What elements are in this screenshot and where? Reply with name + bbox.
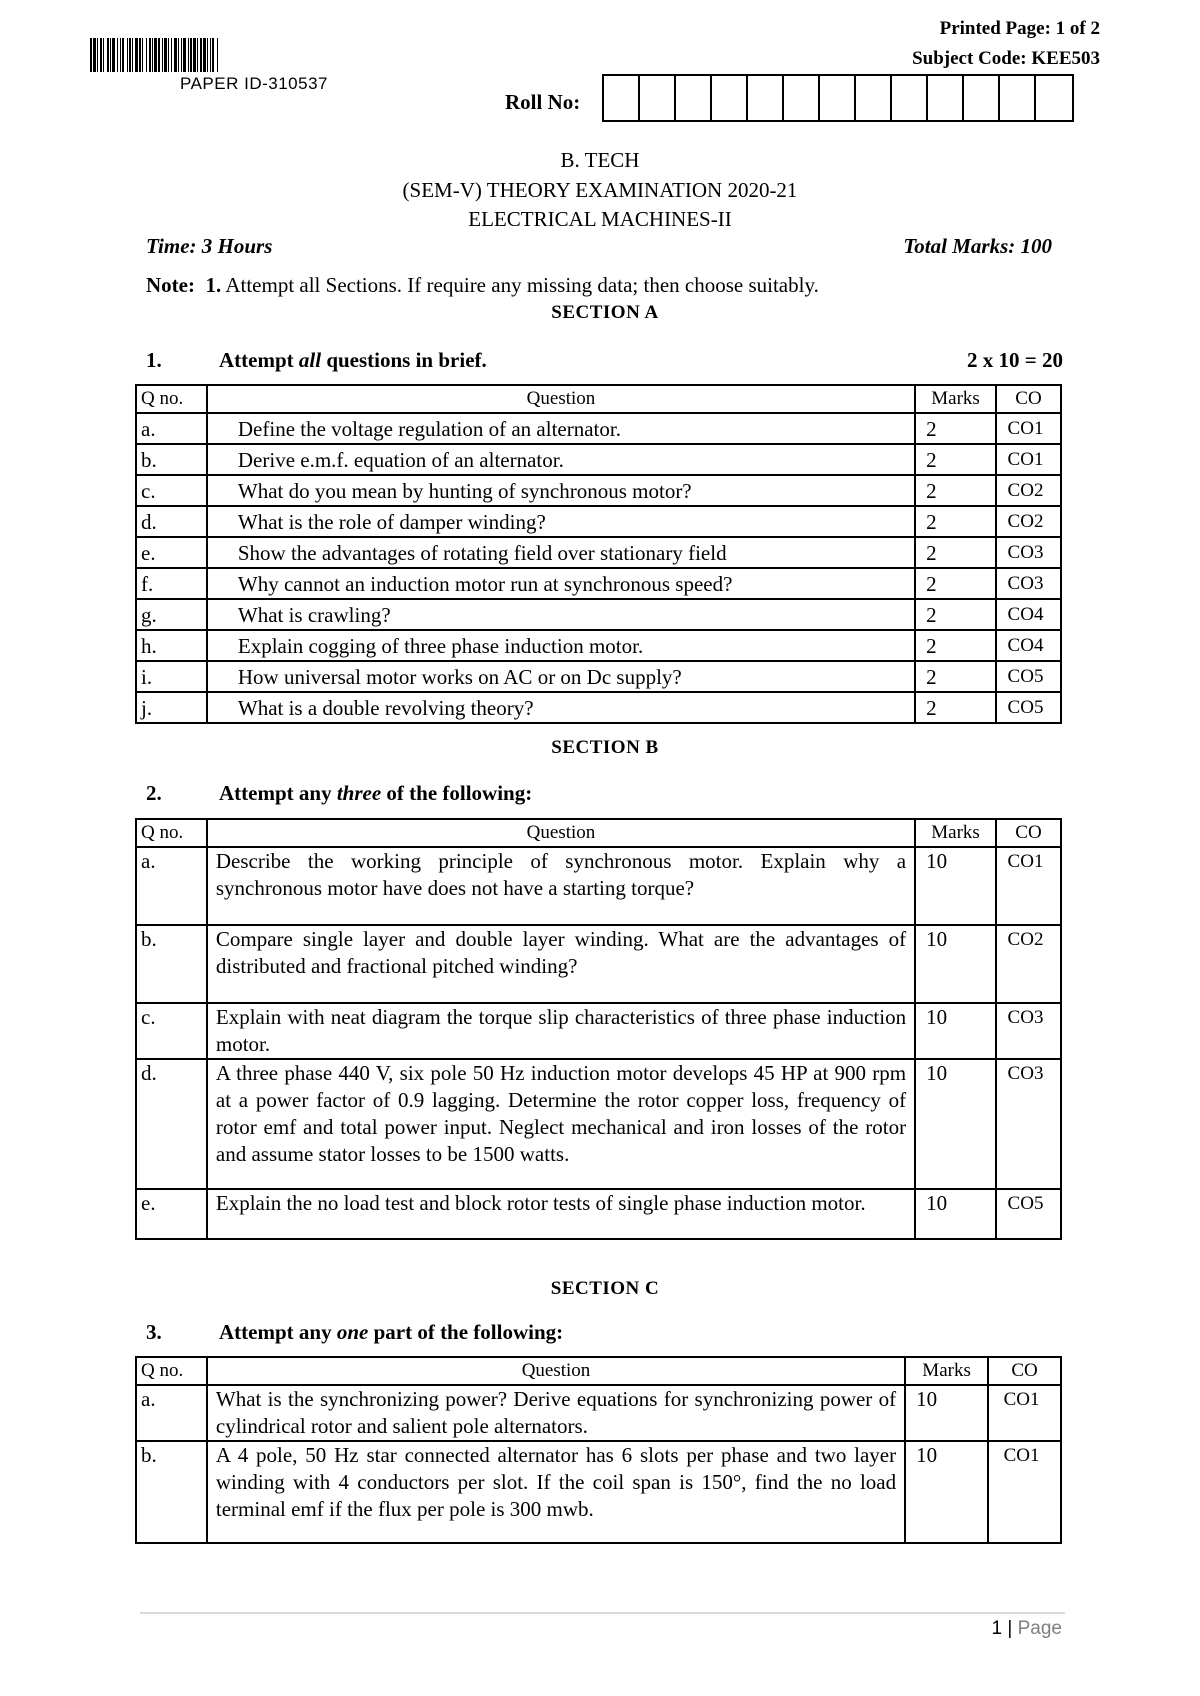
question-3-instruction: Attempt any one part of the following: — [219, 1320, 564, 1344]
a-row — [136, 630, 1061, 661]
question-marks: 2 — [915, 413, 996, 444]
question-number: e. — [136, 1189, 207, 1239]
a-row — [136, 692, 1061, 723]
question-co: CO1 — [996, 444, 1061, 475]
note-text: Attempt all Sections. If require any missing data; then choose suitably. — [225, 273, 819, 297]
question-co: CO1 — [996, 847, 1061, 925]
question-text: Explain the no load test and block rotor tests of single phase induction motor. — [207, 1189, 915, 1239]
c-row — [136, 1441, 1061, 1543]
question-co: CO2 — [996, 925, 1061, 1003]
question-1-instruction: Attempt all questions in brief. — [219, 348, 487, 372]
a-row — [136, 475, 1061, 506]
question-co: CO3 — [996, 1059, 1061, 1189]
question-co: CO2 — [996, 506, 1061, 537]
b-row — [136, 925, 1061, 1003]
page-separator: | — [1007, 1618, 1013, 1639]
question-text: Explain with neat diagram the torque slip characteristics of three phase induction motor. — [207, 1003, 915, 1059]
question-number: a. — [136, 413, 207, 444]
col-qno: Q no. — [136, 1357, 207, 1385]
question-number: d. — [136, 506, 207, 537]
question-text: What is the role of damper winding? — [207, 506, 915, 537]
exam-title: (SEM-V) THEORY EXAMINATION 2020-21 — [402, 178, 798, 202]
question-text: What is a double revolving theory? — [207, 692, 915, 723]
question-number: f. — [136, 568, 207, 599]
c-row — [136, 1385, 1061, 1441]
question-marks: 10 — [915, 1189, 996, 1239]
question-number: g. — [136, 599, 207, 630]
question-co: CO3 — [996, 1003, 1061, 1059]
question-marks: 10 — [915, 847, 996, 925]
a-row — [136, 506, 1061, 537]
note-label: Note: — [146, 273, 195, 297]
question-marks: 2 — [915, 568, 996, 599]
col-co: CO — [996, 385, 1061, 413]
question-number: b. — [136, 1441, 207, 1543]
total-marks: Total Marks: 100 — [903, 234, 1052, 258]
question-co: CO3 — [996, 537, 1061, 568]
section-b-table — [135, 818, 1062, 1240]
footer-divider — [140, 1612, 1065, 1614]
question-2-number: 2. — [146, 781, 162, 805]
question-co: CO5 — [996, 661, 1061, 692]
question-number: a. — [136, 847, 207, 925]
question-number: e. — [136, 537, 207, 568]
a-row — [136, 599, 1061, 630]
subject-title: ELECTRICAL MACHINES-II — [468, 207, 732, 231]
section-a-table — [135, 384, 1062, 724]
question-2-instruction: Attempt any three of the following: — [219, 781, 533, 805]
col-co: CO — [988, 1357, 1061, 1385]
col-marks: Marks — [915, 819, 996, 847]
section-b-title: SECTION B — [551, 737, 659, 758]
col-qno: Q no. — [136, 385, 207, 413]
question-text: Explain cogging of three phase induction motor. — [207, 630, 915, 661]
a-row — [136, 661, 1061, 692]
roll-no-boxes — [602, 74, 1074, 122]
page-footer — [992, 1618, 1062, 1640]
question-text: A 4 pole, 50 Hz star connected alternator has 6 slots per phase and two layer winding with 4 conductors per slot. If the coil span is 150°, find the no load terminal emf if the flux per pole is 300 mwb. — [207, 1441, 905, 1543]
question-co: CO5 — [996, 1189, 1061, 1239]
question-co: CO1 — [996, 413, 1061, 444]
note-number: 1. — [205, 273, 222, 297]
page-label: Page — [1017, 1618, 1062, 1639]
question-co: CO1 — [988, 1441, 1061, 1543]
section-c-title: SECTION C — [550, 1278, 660, 1299]
question-marks: 10 — [905, 1441, 988, 1543]
col-marks: Marks — [915, 385, 996, 413]
col-co: CO — [996, 819, 1061, 847]
question-marks: 2 — [915, 692, 996, 723]
barcode — [90, 38, 446, 72]
question-text: How universal motor works on AC or on Dc supply? — [207, 661, 915, 692]
b-row — [136, 1189, 1061, 1239]
note — [146, 273, 819, 298]
section-c-table — [135, 1356, 1062, 1544]
col-question: Question — [207, 819, 915, 847]
question-text: Compare single layer and double layer winding. What are the advantages of distributed and fractional pitched winding? — [207, 925, 915, 1003]
question-marks: 10 — [915, 1059, 996, 1189]
a-row — [136, 413, 1061, 444]
time-allowed: Time: 3 Hours — [146, 234, 273, 258]
question-1-number: 1. — [146, 348, 162, 372]
col-question: Question — [207, 385, 915, 413]
question-text: What is the synchronizing power? Derive equations for synchronizing power of cylindrical rotor and salient pole alternators. — [207, 1385, 905, 1441]
question-number: c. — [136, 475, 207, 506]
question-marks: 10 — [915, 925, 996, 1003]
question-1-marks: 2 x 10 = 20 — [967, 348, 1063, 372]
question-co: CO1 — [988, 1385, 1061, 1441]
question-co: CO3 — [996, 568, 1061, 599]
question-number: d. — [136, 1059, 207, 1189]
a-row — [136, 444, 1061, 475]
question-co: CO4 — [996, 630, 1061, 661]
question-co: CO4 — [996, 599, 1061, 630]
question-text: A three phase 440 V, six pole 50 Hz induction motor develops 45 HP at 900 rpm at a power factor of 0.9 lagging. Determine the rotor copper loss, frequency of rotor emf and total power input. Neglect mechanical and iron losses of the rotor and assume stator losses to be 1500 watts. — [207, 1059, 915, 1189]
question-text: What do you mean by hunting of synchronous motor? — [207, 475, 915, 506]
question-co: CO5 — [996, 692, 1061, 723]
question-marks: 2 — [915, 599, 996, 630]
col-question: Question — [207, 1357, 905, 1385]
paper-id: PAPER ID-310537 — [180, 74, 328, 93]
question-text: What is crawling? — [207, 599, 915, 630]
col-qno: Q no. — [136, 819, 207, 847]
question-number: j. — [136, 692, 207, 723]
b-row — [136, 847, 1061, 925]
b-row — [136, 1059, 1061, 1189]
a-row — [136, 537, 1061, 568]
subject-code: Subject Code: KEE503 — [912, 48, 1100, 69]
question-text: Derive e.m.f. equation of an alternator. — [207, 444, 915, 475]
question-number: b. — [136, 444, 207, 475]
question-number: i. — [136, 661, 207, 692]
question-marks: 2 — [915, 444, 996, 475]
question-marks: 10 — [905, 1385, 988, 1441]
question-co: CO2 — [996, 475, 1061, 506]
question-number: a. — [136, 1385, 207, 1441]
col-marks: Marks — [905, 1357, 988, 1385]
question-marks: 2 — [915, 506, 996, 537]
question-marks: 2 — [915, 475, 996, 506]
question-text: Why cannot an induction motor run at synchronous speed? — [207, 568, 915, 599]
question-text: Show the advantages of rotating field over stationary field — [207, 537, 915, 568]
question-3-number: 3. — [146, 1320, 162, 1344]
question-marks: 2 — [915, 630, 996, 661]
question-marks: 2 — [915, 537, 996, 568]
question-number: c. — [136, 1003, 207, 1059]
question-number: h. — [136, 630, 207, 661]
question-marks: 2 — [915, 661, 996, 692]
question-text: Define the voltage regulation of an alternator. — [207, 413, 915, 444]
question-marks: 10 — [915, 1003, 996, 1059]
page-number: 1 — [991, 1618, 1003, 1639]
degree-title: B. TECH — [560, 148, 640, 172]
roll-no-label: Roll No: — [505, 90, 581, 114]
question-number: b. — [136, 925, 207, 1003]
question-text: Describe the working principle of synchronous motor. Explain why a synchronous motor have does not have a starting torque? — [207, 847, 915, 925]
a-row — [136, 568, 1061, 599]
section-a-title: SECTION A — [551, 302, 659, 323]
b-row — [136, 1003, 1061, 1059]
printed-page: Printed Page: 1 of 2 — [939, 18, 1100, 39]
